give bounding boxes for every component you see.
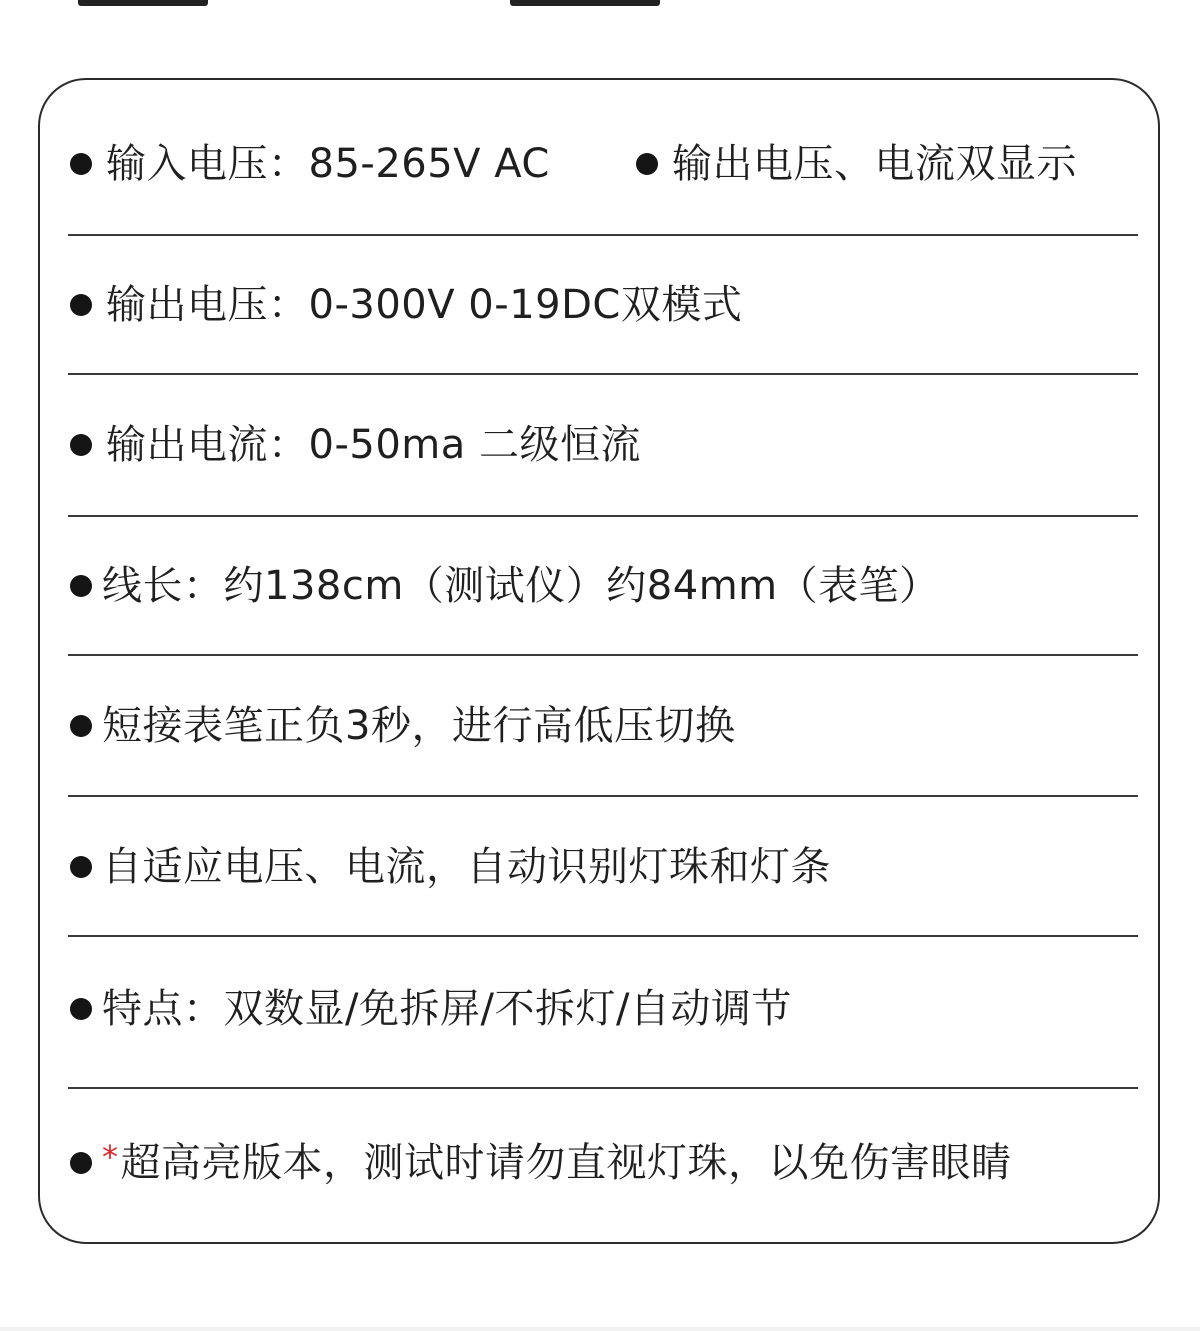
bullet-icon [70, 153, 92, 175]
spec-row-2 [70, 282, 1138, 328]
divider [68, 1087, 1138, 1089]
divider [68, 935, 1138, 937]
spec-row-7 [70, 986, 1138, 1032]
spec-text: 短接表笔正负3秒，进行高低压切换 [102, 703, 736, 749]
bullet-icon [70, 1152, 92, 1174]
spec-text: 线长：约138cm（测试仪）约84mm（表笔） [102, 563, 940, 609]
divider [68, 795, 1138, 797]
spec-text: 输出电流：0-50ma 二级恒流 [106, 422, 641, 468]
spec-row-3 [70, 422, 1138, 468]
bullet-icon [70, 575, 92, 597]
bullet-icon [70, 715, 92, 737]
spec-text: 输入电压：85-265V AC [106, 141, 550, 187]
spec-row-5 [70, 703, 1138, 749]
bullet-icon [636, 153, 658, 175]
spec-text: 自适应电压、电流，自动识别灯珠和灯条 [102, 844, 831, 890]
divider [68, 234, 1138, 236]
spec-text: 输出电压、电流双显示 [672, 141, 1077, 187]
spec-text: 输出电压：0-300V 0-19DC双模式 [106, 282, 743, 328]
spec-row-4 [70, 563, 1138, 609]
divider [68, 373, 1138, 375]
bullet-icon [70, 998, 92, 1020]
spec-row-6 [70, 844, 1138, 890]
bullet-icon [70, 294, 92, 316]
cropped-previous-section [0, 0, 1200, 6]
divider [68, 654, 1138, 656]
warning-asterisk: * [102, 1138, 119, 1176]
spec-input-voltage [70, 141, 636, 187]
cropped-text-fragment [510, 0, 660, 6]
spec-text: 特点：双数显/免拆屏/不拆灯/自动调节 [102, 986, 792, 1032]
bullet-icon [70, 856, 92, 878]
spec-text: 超高亮版本，测试时请勿直视灯珠，以免伤害眼睛 [120, 1140, 1012, 1186]
spec-dual-display [636, 141, 1077, 187]
cropped-text-fragment [78, 0, 208, 6]
spec-row-8 [70, 1138, 1138, 1186]
spec-row-1 [70, 141, 1138, 187]
bullet-icon [70, 434, 92, 456]
divider [68, 515, 1138, 517]
spec-card [38, 78, 1160, 1244]
page-bottom-edge [0, 1327, 1200, 1331]
